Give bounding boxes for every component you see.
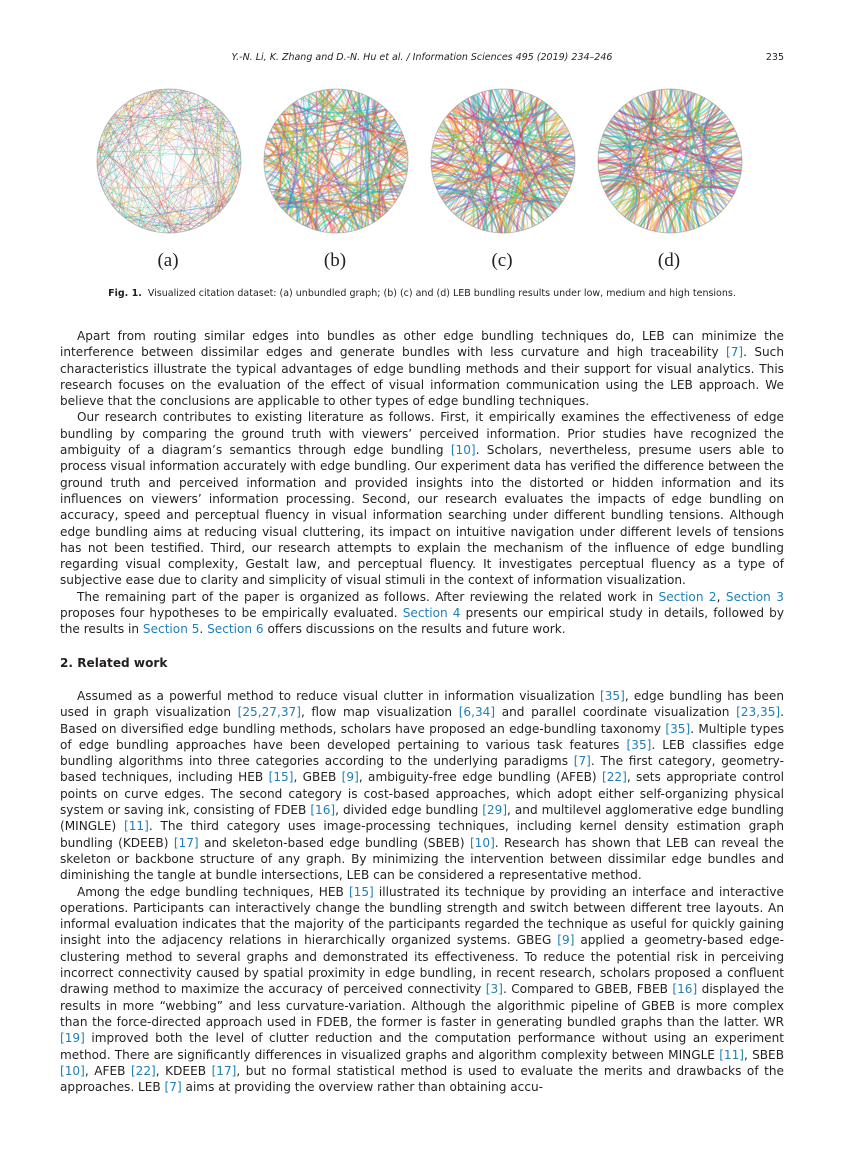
text-run: The remaining part of the paper is organized as follows. After reviewing the related work in [77, 589, 659, 604]
text-run: . Based on diversified edge bundling methods, scholars have proposed an edge-bundling taxonomy [60, 705, 784, 736]
text-run: , sets appropriate control points on curve edges. The second category is cost-based approaches, which adopt either self-organizing physical system or saving ink, consisting of FDEB [60, 770, 785, 818]
section-link[interactable]: Section 5 [142, 622, 200, 637]
citation-link[interactable]: [22] [602, 770, 627, 785]
figure-panel-d [591, 84, 747, 274]
citation-link[interactable]: [17] [211, 1063, 237, 1078]
text-run: improved both the level of clutter reduction and the computation performance without using an experiment method. There are significantly differences in visualized graphs and algorithm complexity between MINGLE [60, 1031, 784, 1062]
text-run: , GBEB [293, 770, 342, 785]
citation-link[interactable]: [16] [672, 982, 698, 997]
text-run: , but no formal statistical method is used to evaluate the merits and drawbacks of the approaches. LEB [60, 1063, 784, 1095]
section-link[interactable]: Section 6 [207, 622, 264, 637]
text-run: , KDEEB [155, 1063, 212, 1078]
text-run: . The third category uses image-processing techniques, including kernel density estimation graph bundling (KDEEB) [60, 819, 784, 850]
text-run: , AFEB [84, 1063, 131, 1078]
citation-link[interactable]: [7] [164, 1080, 182, 1095]
citation-link[interactable]: [9] [557, 933, 575, 948]
citation-link[interactable]: [10] [60, 1063, 85, 1078]
figure-panel-c [424, 84, 580, 274]
text-run: offers discussions on the results and future work. [263, 622, 566, 637]
text-run: , divided edge bundling [335, 803, 483, 818]
citation-link[interactable]: [11] [124, 819, 149, 834]
citation-link[interactable]: [35] [626, 737, 652, 752]
text-run: , and multilevel agglomerative edge bundling (MINGLE) [60, 803, 784, 834]
text-run: , [716, 589, 726, 604]
text-run: . Such characteristics illustrate the typical advantages of edge bundling methods and their support for visual analytics. This research focuses on the evaluation of the effect of visual information communication using the LEB approach. We believe that the conclusions are applicable to other types of edge bundling techniques. [60, 345, 784, 409]
paragraph [60, 688, 784, 884]
citation-link[interactable]: [10] [450, 443, 476, 458]
paragraph [60, 409, 784, 588]
text-run: . The first category, geometry-based techniques, including HEB [60, 754, 784, 785]
section-link[interactable]: Section 2 [658, 589, 717, 604]
panel-d-label: (d) [657, 250, 681, 271]
citation-link[interactable]: [22] [130, 1063, 156, 1078]
citation-link[interactable]: [19] [60, 1031, 85, 1046]
citation-link[interactable]: [25,27,37] [237, 705, 301, 720]
citation-link[interactable]: [35] [665, 721, 691, 736]
citation-link[interactable]: [17] [173, 835, 199, 850]
citation-link[interactable]: [11] [719, 1047, 745, 1062]
citation-link[interactable]: [7] [726, 345, 744, 360]
section-heading: 2. Related work [60, 656, 168, 670]
panel-b-label: (b) [323, 250, 347, 271]
section-link[interactable]: Section 4 [402, 606, 461, 621]
text-run: , ambiguity-free edge bundling (AFEB) [358, 770, 602, 785]
related-work-body [60, 688, 784, 1095]
text-run: . Compared to GBEB, FBEB [502, 982, 673, 997]
text-run: , flow map visualization [300, 705, 459, 720]
citation-link[interactable]: [23,35] [736, 705, 781, 720]
text-run: and skeleton-based edge bundling (SBEB) [198, 835, 470, 850]
paragraph [60, 589, 784, 638]
panel-d-graph-image [595, 86, 745, 236]
text-run: . [199, 622, 208, 637]
text-run: Assumed as a powerful method to reduce visual clutter in information visualization [77, 689, 601, 703]
running-head [60, 52, 784, 68]
text-run: proposes four hypotheses to be empirically evaluated. [60, 606, 403, 621]
text-run: aims at providing the overview rather than obtaining accu- [181, 1080, 544, 1095]
citation-link[interactable]: [6,34] [458, 705, 496, 720]
text-run: and parallel coordinate visualization [495, 705, 737, 720]
panel-c-label: (c) [491, 250, 513, 271]
caption-label: Fig. 1. [108, 288, 142, 299]
citation-link[interactable]: [10] [469, 835, 495, 850]
panel-a-graph-image [94, 86, 244, 236]
text-run: displayed the results in more “webbing” and less curvature-variation. Although the algorithmic pipeline of GBEB is more complex than the force-directed approach used in FDEB, the former is faster in generating bundled graphs than the latter. WR [60, 982, 784, 1029]
caption-text: Visualized citation dataset: (a) unbundled graph; (b) (c) and (d) LEB bundling results under low, medium and high tensions. [147, 288, 736, 299]
text-run: Apart from routing similar edges into bundles as other edge bundling techniques do, LEB can minimize the interference between dissimilar edges and generate bundles with less curvature and high traceability [60, 329, 784, 360]
text-run: Our research contributes to existing literature as follows. First, it empirically examines the effectiveness of edge bundling by comparing the ground truth with viewers’ perceived information. Prior studies have recognized the ambiguity of a diagram’s semantics through edge bundling [60, 410, 784, 458]
figure-caption [60, 288, 784, 299]
citation-link[interactable]: [16] [310, 803, 336, 818]
citation-link[interactable]: [35] [600, 689, 625, 703]
page-number: 235 [765, 52, 784, 63]
text-run: , edge bundling has been used in graph visualization [60, 689, 784, 720]
citation-link[interactable]: [9] [341, 770, 359, 785]
section-link[interactable]: Section 3 [725, 589, 784, 604]
text-run: , SBEB [744, 1047, 784, 1062]
text-run: illustrated its technique by providing an interface and interactive operations. Participants can interactively change the bundling strength and switch between different tree layouts. An informal evaluation indicates that the majority of the participants regarded the technique as useful for quickly gaining insight into the adjacency relations in hierarchically organized systems. GBEG [60, 884, 784, 948]
citation-link[interactable]: [3] [485, 982, 503, 997]
figure-panel-b [257, 84, 413, 274]
paragraph [60, 328, 784, 409]
introduction-body [60, 328, 784, 638]
figure-panel-a [90, 84, 246, 274]
text-run: presents our empirical study in details, followed by the results in [60, 606, 784, 637]
journal-reference: Y.-N. Li, K. Zhang and D.-N. Hu et al. / Information Sciences 495 (2019) 234–246 [231, 52, 613, 63]
paragraph [60, 884, 784, 1096]
panel-a-label: (a) [157, 250, 179, 271]
citation-link[interactable]: [7] [573, 754, 591, 769]
citation-link[interactable]: [15] [268, 770, 294, 785]
panel-b-graph-image [261, 86, 411, 236]
text-run: applied a geometry-based edge-clustering method to several graphs and demonstrated its effectiveness. To reduce the potential risk in perceiving incorrect connectivity caused by spatial proximity in edge bundling, in recent research, scholars proposed a confluent drawing method to maximize the accuracy of perceived connectivity [60, 933, 784, 997]
text-run: . Scholars, nevertheless, presume users able to process visual information accurately with edge bundling. Our experiment data has verified the difference between the ground truth and perceived information and provided insights into the distorted or hidden information and its influences on viewers’ information processing. Second, our research evaluates the impacts of edge bundling on accuracy, speed and perceptual fluency in visual information searching under different bundling tensions. Although edge bundling aims at reducing visual cluttering, its impact on intuitive navigation under different levels of tensions has not been testified. Third, our research attempts to explain the mechanism of the influence of edge bundling regarding visual complexity, Gestalt law, and perceptual fluency. It investigates perceptual fluency as a type of subjective ease due to clarity and simplicity of visual stimuli in the context of information visualization. [60, 443, 784, 588]
citation-link[interactable]: [15] [348, 884, 374, 899]
text-run: . LEB classifies edge bundling algorithms into three categories according to the underlying paradigms [60, 737, 785, 769]
text-run: . Multiple types of edge bundling approaches have been developed pertaining to various task features [60, 721, 784, 752]
citation-link[interactable]: [29] [482, 803, 508, 818]
figure-1 [90, 84, 756, 284]
text-run: . Research has shown that LEB can reveal the skeleton or backbone structure of any graph. By minimizing the intervention between dissimilar edge bundles and diminishing the tangle at bundle intersections, LEB can be considered a representative method. [60, 835, 784, 883]
panel-c-graph-image [428, 86, 578, 236]
text-run: Among the edge bundling techniques, HEB [77, 884, 349, 899]
